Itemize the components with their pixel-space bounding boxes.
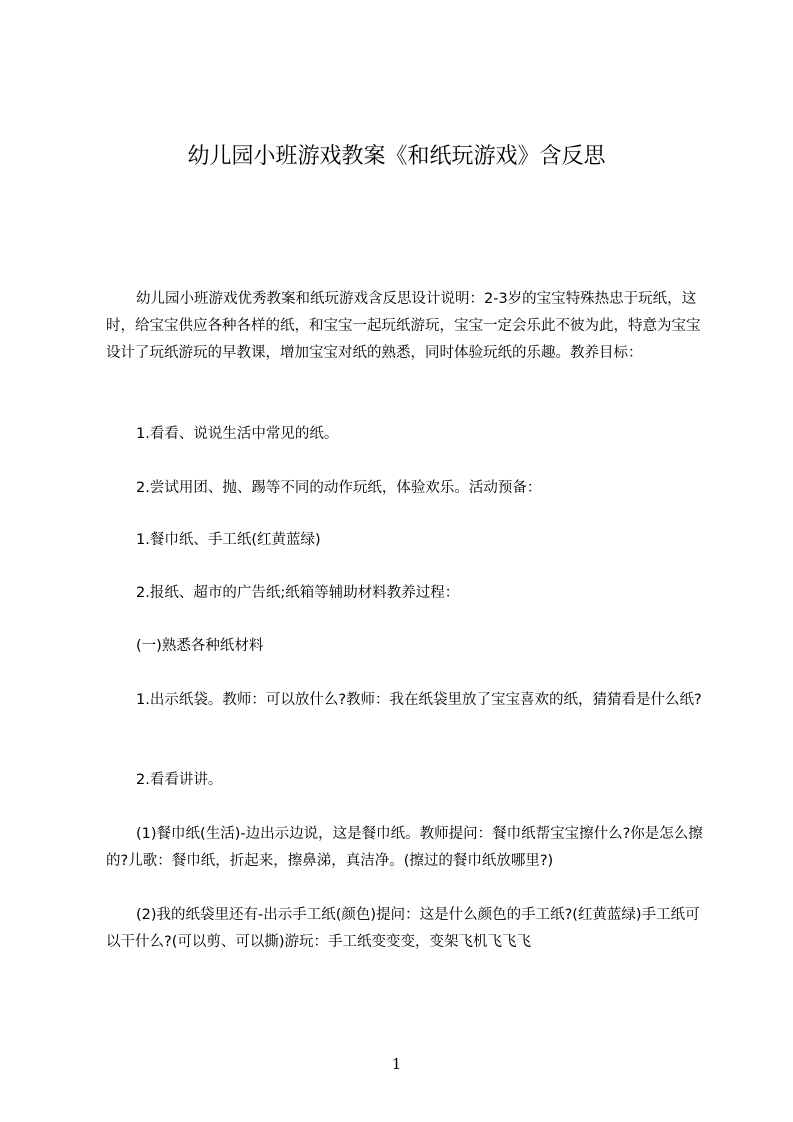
paragraph-intro: 幼儿园小班游戏优秀教案和纸玩游戏含反思设计说明：2-3岁的宝宝特殊热忠于玩纸，这时，给宝宝供应各种各样的纸，和宝宝一起玩纸游玩，宝宝一定会乐此不彼为此，特意为宝宝设计了玩纸游玩的早教课，增加宝宝对纸的熟悉，同时体验玩纸的乐趣。教养目标： (106, 291, 701, 361)
paragraph-prep-2: 2.报纸、超市的广告纸;纸箱等辅助材料教养过程： (136, 585, 460, 601)
document-title: 幼儿园小班游戏教案《和纸玩游戏》含反思 (187, 144, 606, 169)
paragraph-goal-2: 2.尝试用团、抛、踢等不同的动作玩纸，体验欢乐。活动预备： (136, 480, 542, 496)
paragraph-prep-1: 1.餐巾纸、手工纸(红黄蓝绿) (136, 532, 321, 548)
paragraph-goal-1: 1.看看、说说生活中常见的纸。 (136, 426, 339, 442)
page-number: 1 (391, 1055, 402, 1073)
paragraph-napkin: (1)餐巾纸(生活)-边出示边说，这是餐巾纸。教师提问：餐巾纸帮宝宝擦什么?你是怎么擦的?儿歌：餐巾纸，折起来，擦鼻涕，真洁净。(擦过的餐巾纸放哪里?) (106, 826, 703, 869)
paragraph-step-1: 1.出示纸袋。教师：可以放什么?教师：我在纸袋里放了宝宝喜欢的纸，猜猜看是什么纸? (136, 692, 702, 708)
paragraph-step-2: 2.看看讲讲。 (136, 772, 223, 788)
paragraph-section-heading: (一)熟悉各种纸材料 (136, 638, 264, 654)
paragraph-craft-paper: (2)我的纸袋里还有-出示手工纸(颜色)提问：这是什么颜色的手工纸?(红黄蓝绿)手工纸可以干什么?(可以剪、可以撕)游玩：手工纸变变变，变架飞机飞飞飞 (106, 907, 700, 950)
